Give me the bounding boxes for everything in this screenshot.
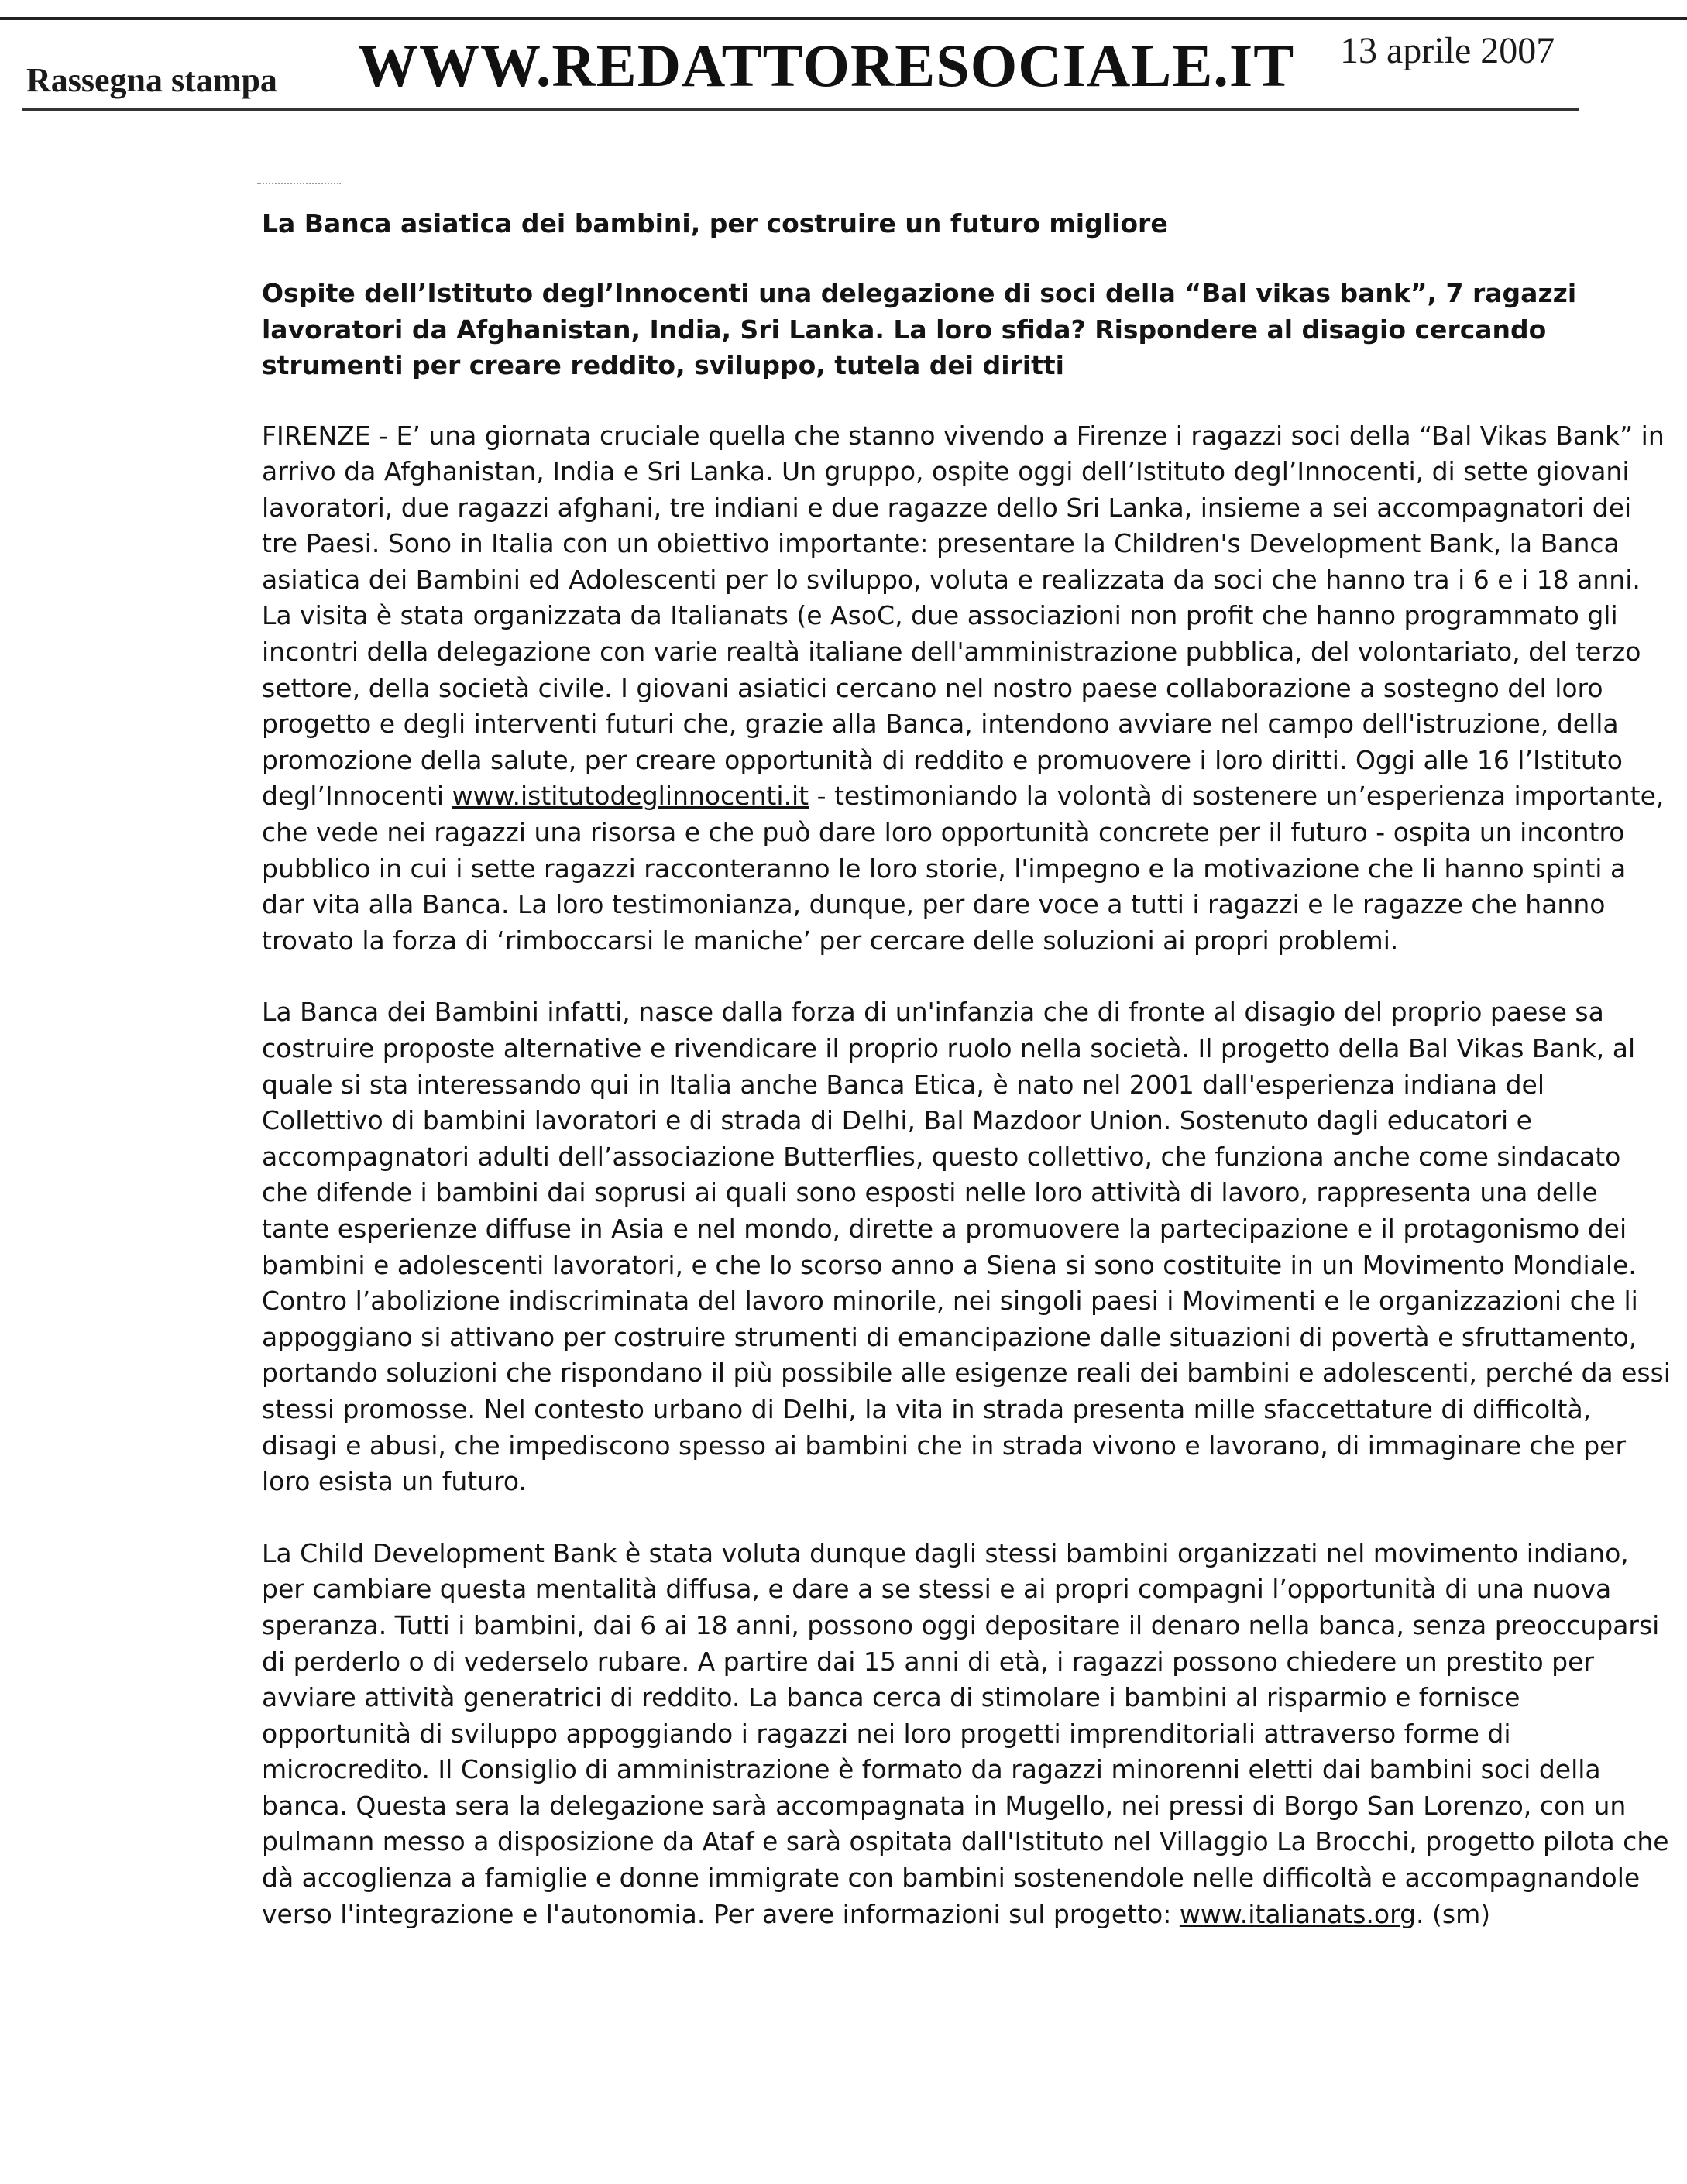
article-paragraph-1 <box>262 418 1672 960</box>
italianats-link[interactable]: www.italianats.org <box>1179 1898 1417 1929</box>
article-paragraph-2: La Banca dei Bambini infatti, nasce dalla forza di un'infanzia che di fronte al disagio del proprio paese sa costruire proposte alternative e rivendicare il proprio ruolo nella società. Il progetto della Bal Vikas Bank, al quale si sta interessando qui in Italia anche Banca Etica, è nato nel 2001 dall'esperienza indiana del Collettivo di bambini lavoratori e di strada di Delhi, Bal Mazdoor Union. Sostenuto dagli educatori e accompagnatori adulti dell’associazione Butterflies, questo collettivo, che funziona anche come sindacato che difende i bambini dai soprusi ai quali sono esposti nelle loro attività di lavoro, rappresenta una delle tante esperienze diffuse in Asia e nel mondo, dirette a promuovere la partecipazione e il protagonismo dei bambini e adolescenti lavoratori, e che lo scorso anno a Siena si sono costituite in un Movimento Mondiale. Contro l’abolizione indiscriminata del lavoro minorile, nei singoli paesi i Movimenti e le organizzazioni che li appoggiano si attivano per costruire strumenti di emancipazione dalle situazioni di povertà e sfruttamento, portando soluzioni che rispondano il più possibile alle esigenze reali dei bambini e adolescenti, perché da essi stessi promosse. Nel contesto urbano di Delhi, la vita in strada presenta mille sfaccettature di difficoltà, disagi e abusi, che impediscono spesso ai bambini che in strada vivono e lavorano, di immaginare che per loro esista un futuro. <box>262 997 1671 1497</box>
article-subtitle: Ospite dell’Istituto degl’Innocenti una delegazione di soci della “Bal vikas bank”, 7 ragazzi lavoratori da Afghanistan, India, Sri Lanka. La loro sfida? Rispondere al disagio cercando strumenti per creare reddito, sviluppo, tutela dei diritti <box>262 278 1577 380</box>
paragraph-text: . (sm) <box>1416 1898 1491 1929</box>
paragraph-text: - testimoniando la volontà di sostenere un’esperienza importante, che vede nei ragazzi una risorsa e che può dare loro opportunità concrete per il futuro - ospita un incontro pubblico in cui i sette ragazzi racconteranno le loro storie, l'impegno e la motivazione che li hanno spinti a dar vita alla Banca. La loro testimonianza, dunque, per dare voce a tutti i ragazzi e le ragazze che hanno trovato la forza di ‘rimboccarsi le maniche’ per cercare delle soluzioni ai propri problemi. <box>262 781 1665 956</box>
header-top-rule <box>0 17 1687 20</box>
scan-artifact <box>257 183 341 186</box>
section-label: Rassegna stampa <box>26 61 277 99</box>
paragraph-text: FIRENZE - E’ una giornata cruciale quella che stanno vivendo a Firenze i ragazzi soci della “Bal Vikas Bank” in arrivo da Afghanistan, India e Sri Lanka. Un gruppo, ospite oggi dell’Istituto degl’Innocenti, di sette giovani lavoratori, due ragazzi afghani, tre indiani e due ragazze dello Sri Lanka, insieme a sei accompagnatori dei tre Paesi. Sono in Italia con un obiettivo importante: presentare la Children's Development Bank, la Banca asiatica dei Bambini ed Adolescenti per lo sviluppo, voluta e realizzata da soci che hanno tra i 6 e i 18 anni. La visita è stata organizzata da Italianats (e AsoC, due associazioni non profit che hanno programmato gli incontri della delegazione con varie realtà italiane dell'amministrazione pubblica, del volontariato, del terzo settore, della società civile. I giovani asiatici cercano nel nostro paese collaborazione a sostegno del loro progetto e degli interventi futuri che, grazie alla Banca, intendono avviare nel campo dell'istruzione, della promozione della salute, per creare opportunità di reddito e promuovere i loro diritti. Oggi alle 16 l’Istituto degl’Innocenti <box>262 420 1665 812</box>
article <box>262 206 1672 1932</box>
innocenti-link[interactable]: www.istitutodeglinnocenti.it <box>452 781 809 812</box>
source-site: WWW.REDATTORESOCIALE.IT <box>358 32 1295 99</box>
header-bottom-rule <box>22 108 1579 111</box>
publication-date: 13 aprile 2007 <box>1340 30 1555 71</box>
article-paragraph-3 <box>262 1536 1672 1933</box>
paragraph-text: La Child Development Bank è stata voluta dunque dagli stessi bambini organizzati nel movimento indiano, per cambiare questa mentalità diffusa, e dare a se stessi e ai propri compagni l’opportunità di una nuova speranza. Tutti i bambini, dai 6 ai 18 anni, possono oggi depositare il denaro nella banca, senza preoccuparsi di perderlo o di vederselo rubare. A partire dai 15 anni di età, i ragazzi possono chiedere un prestito per avviare attività generatrici di reddito. La banca cerca di stimolare i bambini al risparmio e fornisce opportunità di sviluppo appoggiando i ragazzi nei loro progetti imprenditoriali attraverso forme di microcredito. Il Consiglio di amministrazione è formato da ragazzi minorenni eletti dai bambini soci della banca. Questa sera la delegazione sarà accompagnata in Mugello, nei pressi di Borgo San Lorenzo, con un pulmann messo a disposizione da Ataf e sarà ospitata dall'Istituto nel Villaggio La Brocchi, progetto pilota che dà accoglienza a famiglie e donne immigrate con bambini sostenendole nelle difficoltà e accompagnandole verso l'integrazione e l'autonomia. Per avere informazioni sul progetto: <box>262 1537 1669 1929</box>
article-title: La Banca asiatica dei bambini, per costruire un futuro migliore <box>262 208 1168 239</box>
